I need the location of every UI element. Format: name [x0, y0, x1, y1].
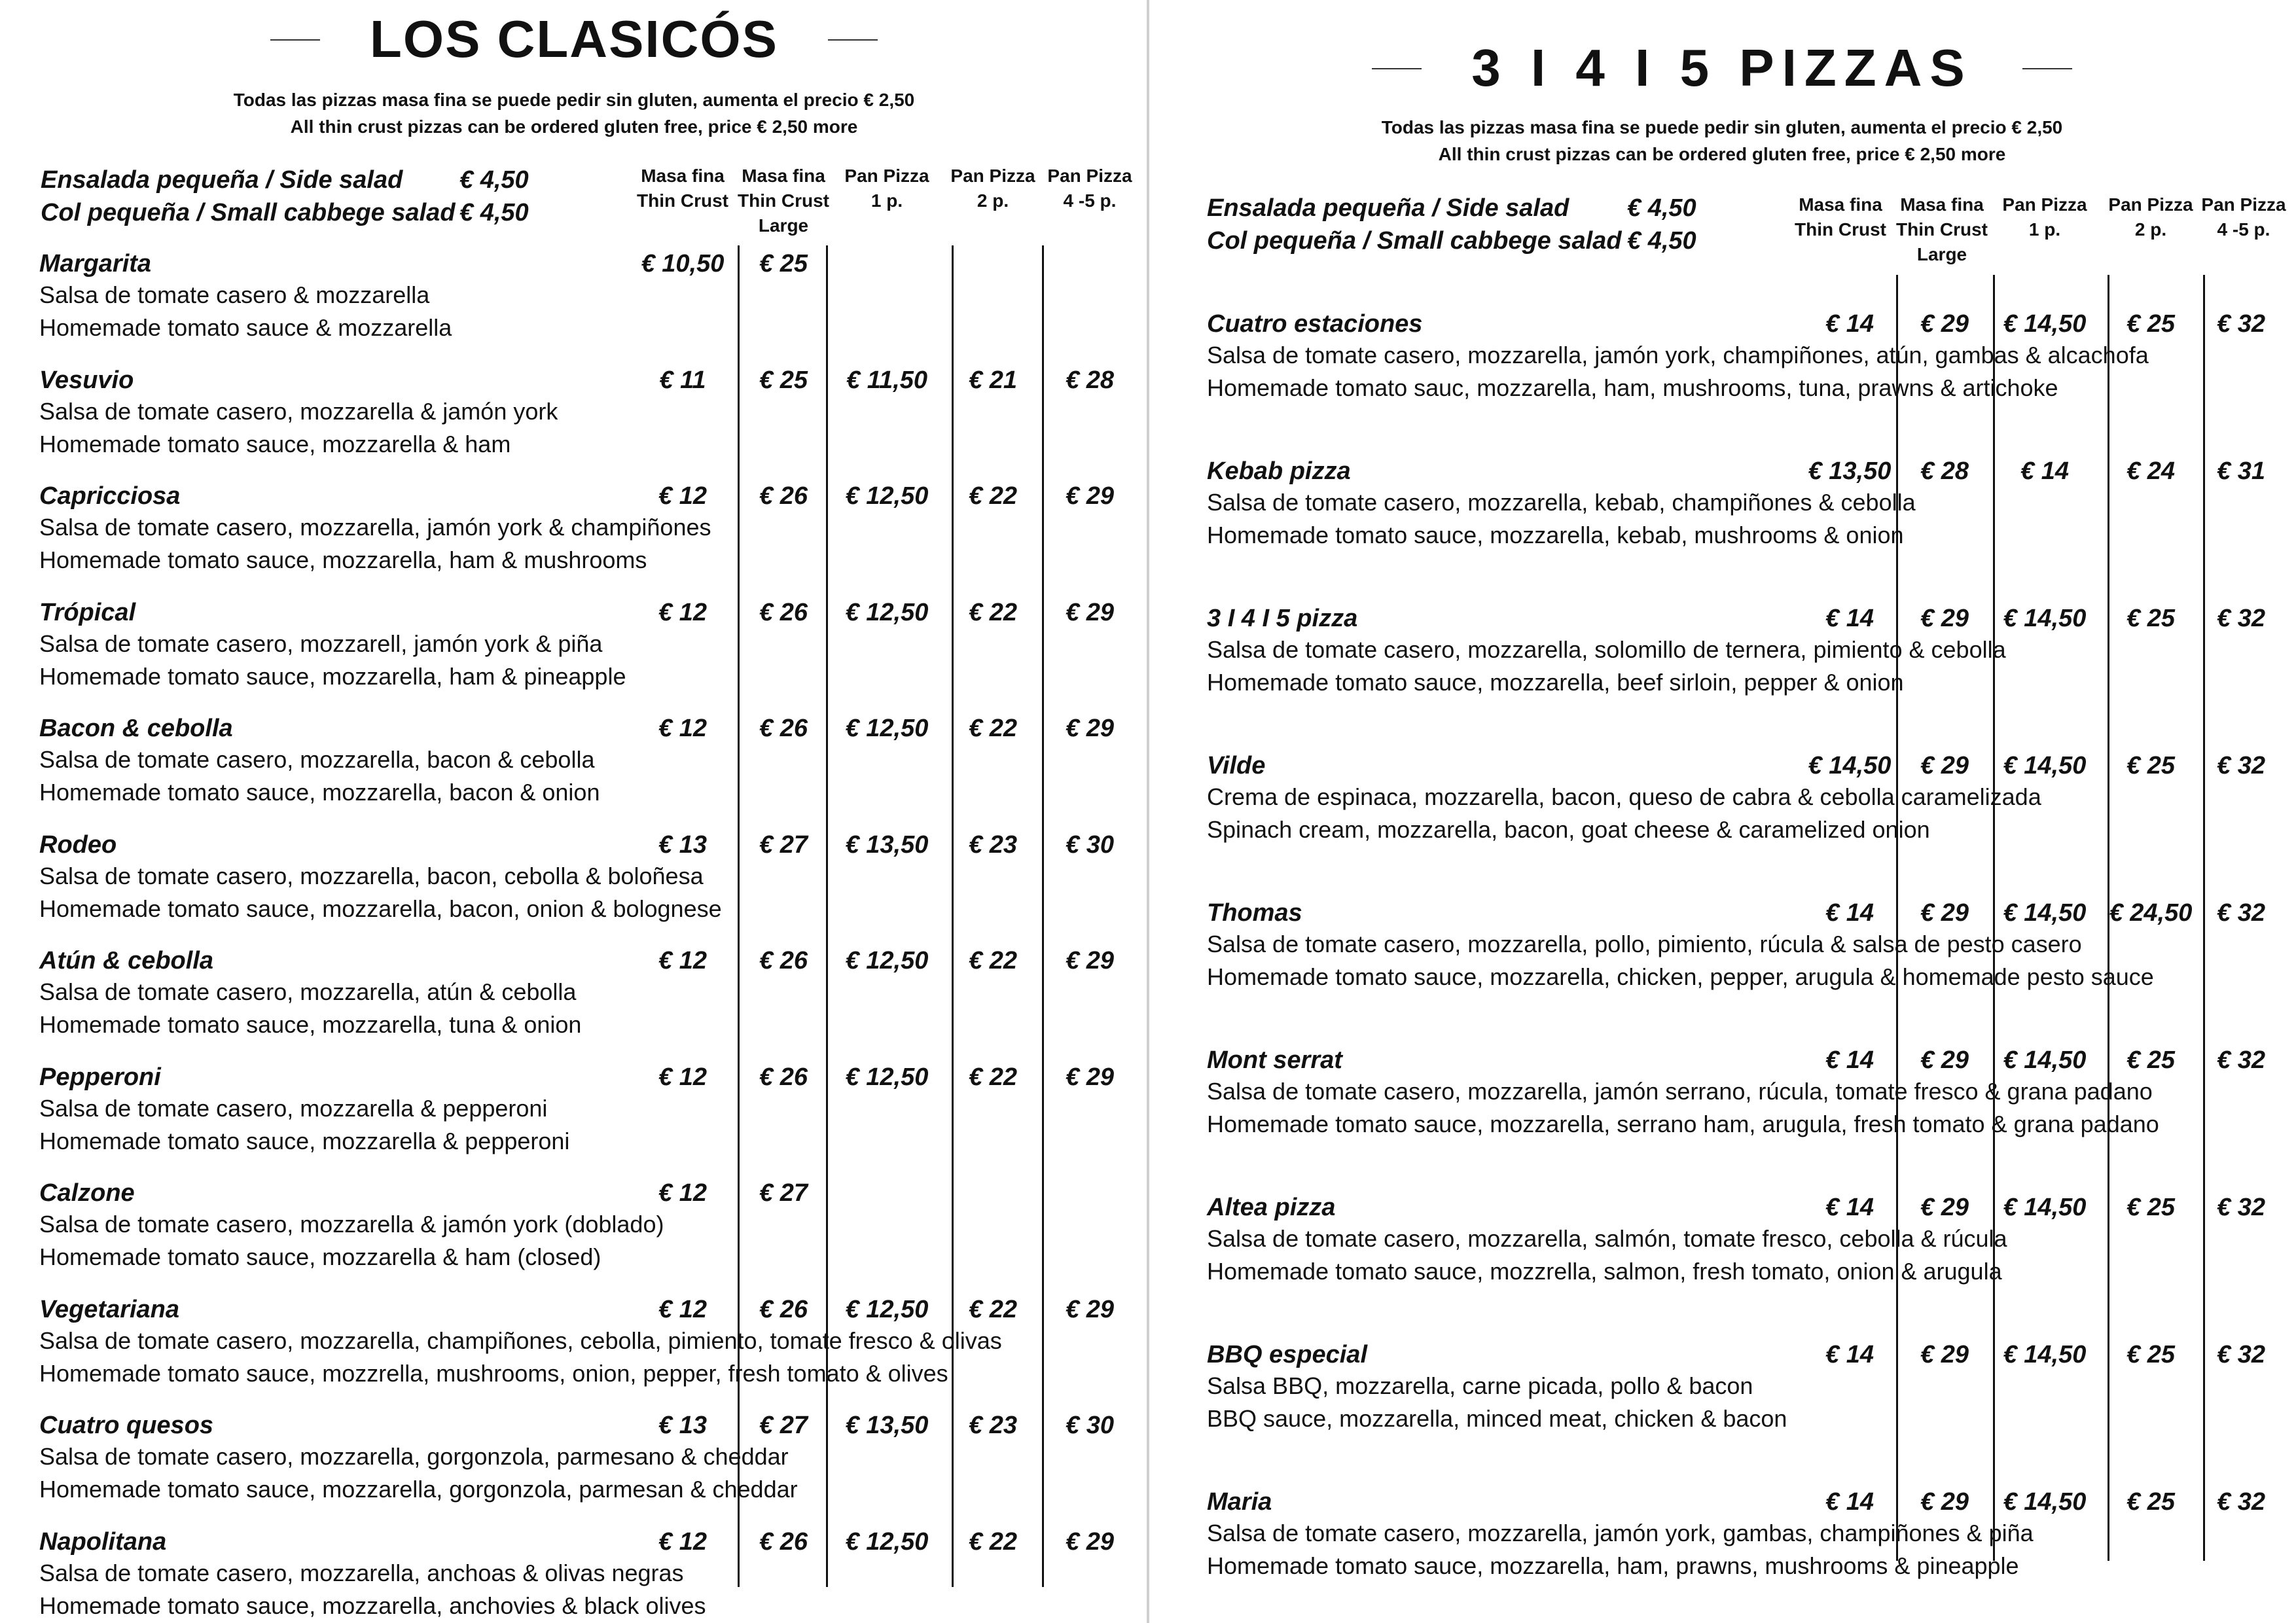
item-price: € 12 — [658, 1527, 707, 1556]
item-description-es: Salsa de tomate casero, mozzarella, atún & cebolla — [39, 978, 577, 1005]
item-price: € 12,50 — [845, 1527, 929, 1556]
item-description-en: Homemade tomato sauce, mozzarella, ham & pineapple — [39, 662, 626, 690]
item-price: € 32 — [2217, 1488, 2265, 1516]
column-header: Masa fina Thin Crust Large — [738, 166, 829, 236]
column-divider — [952, 245, 954, 1587]
item-description-es: Salsa de tomate casero, mozzarella, jamón york, gambas, champiñones & piña — [1207, 1520, 2034, 1546]
item-price: € 28 — [1920, 457, 1969, 485]
left-title-wrap — [0, 9, 1148, 69]
item-price: € 12 — [658, 947, 707, 974]
item-description-es: Salsa de tomate casero, mozzarella, jamón york & champiñones — [39, 514, 711, 541]
item-name: Thomas — [1207, 899, 1302, 927]
item-name: Cuatro estaciones — [1207, 310, 1423, 338]
salad-row — [41, 164, 529, 196]
column-header: Masa fina Thin Crust — [1795, 194, 1886, 240]
item-price: € 32 — [2217, 1046, 2265, 1074]
item-price: € 22 — [969, 598, 1017, 626]
salad-name: Ensalada pequeña / Side salad — [1207, 194, 1570, 222]
item-price: € 13 — [658, 830, 707, 859]
column-divider — [1896, 275, 1898, 1561]
page-title: 3 I 4 I 5 PIZZAS — [1471, 39, 1973, 97]
salad-name: Col pequeña / Small cabbege salad — [1207, 227, 1622, 255]
item-price: € 26 — [759, 598, 808, 626]
item-description-es: Salsa de tomate casero, mozzarella, kebab, champiñones & cebolla — [1207, 489, 1916, 516]
item-price: € 32 — [2217, 605, 2265, 632]
item-price: € 22 — [969, 715, 1017, 742]
item-name: Vegetariana — [39, 1295, 180, 1323]
item-description-en: Homemade tomato sauce, mozzrella, mushrooms, onion, pepper, fresh tomato & olives — [39, 1359, 948, 1387]
item-price: € 14,50 — [2003, 752, 2087, 779]
item-price: € 29 — [1066, 598, 1114, 626]
item-price: € 22 — [969, 1295, 1017, 1323]
item-name: Rodeo — [39, 830, 117, 859]
item-price: € 12 — [658, 482, 707, 510]
item-price: € 29 — [1920, 605, 1969, 632]
item-price: € 14 — [1825, 605, 1874, 632]
salad-name: Col pequeña / Small cabbege salad — [41, 199, 456, 226]
item-description-en: Spinach cream, mozzarella, bacon, goat cheese & caramelized onion — [1207, 816, 1930, 843]
column-header: Pan Pizza 1 p. — [2002, 194, 2087, 240]
item-price: € 14 — [1825, 899, 1874, 927]
item-price: € 26 — [759, 1527, 808, 1556]
item-description-en: Homemade tomato sauce, mozzarella & pepperoni — [39, 1127, 570, 1154]
column-divider — [2203, 275, 2205, 1561]
item-price: € 14,50 — [2003, 310, 2087, 338]
item-description-es: Salsa de tomate casero, mozzarella & jamón york (doblado) — [39, 1211, 664, 1238]
salad-price: € 4,50 — [1627, 194, 1696, 222]
item-price: € 22 — [969, 482, 1017, 510]
item-price: € 13,50 — [1808, 457, 1892, 485]
item-price: € 13,50 — [845, 1412, 929, 1439]
item-price: € 30 — [1066, 1412, 1114, 1439]
item-name: Mont serrat — [1207, 1046, 1342, 1074]
item-price: € 25 — [759, 250, 808, 277]
item-price: € 25 — [2126, 1046, 2175, 1074]
item-description-en: BBQ sauce, mozzarella, minced meat, chicken & bacon — [1207, 1405, 1787, 1432]
item-name: Cuatro quesos — [39, 1412, 214, 1439]
item-name: Calzone — [39, 1179, 135, 1207]
item-name: Altea pizza — [1207, 1194, 1336, 1221]
item-name: Kebab pizza — [1207, 457, 1351, 485]
item-price: € 29 — [1920, 1046, 1969, 1074]
right-page — [1148, 0, 2296, 1623]
item-price: € 24 — [2126, 457, 2175, 485]
item-price: € 23 — [969, 830, 1017, 859]
item-price: € 12 — [658, 1179, 707, 1207]
item-price: € 25 — [2126, 605, 2175, 632]
salad-list — [41, 164, 529, 229]
item-description-en: Homemade tomato sauce, mozzarella, bacon & onion — [39, 779, 600, 806]
gluten-notice — [1148, 114, 2296, 168]
item-price: € 13,50 — [845, 830, 929, 859]
salad-price: € 4,50 — [459, 199, 529, 226]
item-price: € 29 — [1066, 482, 1114, 510]
item-price: € 23 — [969, 1412, 1017, 1439]
item-price: € 30 — [1066, 830, 1114, 859]
item-price: € 29 — [1066, 1063, 1114, 1091]
item-price: € 24,50 — [2109, 899, 2193, 927]
item-price: € 14 — [1825, 1488, 1874, 1516]
item-price: € 32 — [2217, 1194, 2265, 1221]
item-description-en: Homemade tomato sauce, mozzarella, gorgonzola, parmesan & cheddar — [39, 1476, 798, 1503]
item-name: Bacon & cebolla — [39, 715, 233, 742]
item-price: € 28 — [1066, 366, 1114, 394]
column-header: Pan Pizza 2 p. — [950, 166, 1035, 211]
gluten-notice-es: Todas las pizzas masa fina se puede pedir sin gluten, aumenta el precio € 2,50 — [233, 90, 915, 110]
item-price: € 25 — [2126, 1194, 2175, 1221]
column-header: Pan Pizza 4 -5 p. — [1047, 166, 1132, 211]
item-price: € 14,50 — [2003, 1046, 2087, 1074]
item-price: € 32 — [2217, 310, 2265, 338]
item-price: € 22 — [969, 1063, 1017, 1091]
item-description-es: Salsa de tomate casero, mozzarella, jamón serrano, rúcula, tomate fresco & grana padano — [1207, 1078, 2153, 1105]
item-description-en: Homemade tomato sauce, mozzarella & ham (closed) — [39, 1243, 601, 1270]
item-description-en: Homemade tomato sauce, mozzarella & ham — [39, 430, 511, 457]
page-title: LOS CLASICÓS — [369, 10, 779, 68]
column-header: Masa fina Thin Crust Large — [1896, 194, 1988, 264]
item-price: € 31 — [2217, 457, 2265, 485]
item-price: € 12,50 — [845, 482, 929, 510]
item-price: € 26 — [759, 947, 808, 974]
item-description-es: Salsa de tomate casero, mozzarella, salmón, tomate fresco, cebolla & rúcula — [1207, 1225, 2007, 1252]
item-name: Trópical — [39, 598, 136, 626]
item-description-en: Homemade tomato sauce, mozzarella, chicken, pepper, arugula & homemade pesto sauce — [1207, 963, 2154, 990]
item-description-es: Salsa de tomate casero, mozzarella & pepperoni — [39, 1094, 548, 1122]
item-price: € 14,50 — [1808, 752, 1892, 779]
item-price: € 29 — [1066, 715, 1114, 742]
item-price: € 26 — [759, 1063, 808, 1091]
item-price: € 12 — [658, 715, 707, 742]
item-description-en: Homemade tomato sauce, mozzarella, ham, prawns, mushrooms & pineapple — [1207, 1552, 2019, 1579]
item-description-es: Salsa de tomate casero, mozzarella, anchoas & olivas negras — [39, 1559, 684, 1586]
item-description-es: Salsa de tomate casero, mozzarella, bacon, cebolla & boloñesa — [39, 862, 704, 889]
column-header: Pan Pizza 1 p. — [844, 166, 929, 211]
item-name: BBQ especial — [1207, 1341, 1367, 1368]
salad-price: € 4,50 — [459, 166, 529, 194]
item-price: € 29 — [1920, 1194, 1969, 1221]
item-price: € 14 — [1825, 1341, 1874, 1368]
gluten-notice-en: All thin crust pizzas can be ordered gluten free, price € 2,50 more — [290, 116, 858, 137]
item-price: € 25 — [2126, 1341, 2175, 1368]
item-name: Vesuvio — [39, 366, 134, 394]
item-description-es: Salsa de tomate casero, mozzarella, pollo, pimiento, rúcula & salsa de pesto casero — [1207, 931, 2082, 957]
item-name: Vilde — [1207, 752, 1266, 779]
item-price: € 14 — [2020, 457, 2069, 485]
item-price: € 14,50 — [2003, 1341, 2087, 1368]
item-price: € 12,50 — [845, 947, 929, 974]
item-description-en: Homemade tomato sauce, mozzarella, serrano ham, arugula, fresh tomato & grana padano — [1207, 1111, 2159, 1137]
item-name: 3 I 4 I 5 pizza — [1207, 605, 1358, 632]
item-price: € 12 — [658, 1295, 707, 1323]
item-price: € 14,50 — [2003, 605, 2087, 632]
item-price: € 27 — [759, 830, 808, 859]
item-price: € 29 — [1066, 1295, 1114, 1323]
item-price: € 21 — [969, 366, 1017, 394]
item-price: € 29 — [1066, 1527, 1114, 1556]
item-name: Pepperoni — [39, 1063, 161, 1091]
item-description-es: Salsa BBQ, mozzarella, carne picada, pollo & bacon — [1207, 1372, 1753, 1399]
column-divider — [1993, 275, 1995, 1561]
salad-row — [1207, 224, 1696, 257]
item-description-es: Crema de espinaca, mozzarella, bacon, queso de cabra & cebolla caramelizada — [1207, 783, 2041, 810]
item-name: Margarita — [39, 250, 152, 277]
item-description-en: Homemade tomato sauce, mozzarella, ham & mushrooms — [39, 546, 647, 573]
item-price: € 14,50 — [2003, 899, 2087, 927]
item-price: € 14 — [1825, 1194, 1874, 1221]
gluten-notice-es: Todas las pizzas masa fina se puede pedir sin gluten, aumenta el precio € 2,50 — [1381, 117, 2063, 137]
item-price: € 25 — [2126, 752, 2175, 779]
item-description-es: Salsa de tomate casero, mozzarella, jamón york, champiñones, atún, gambas & alcachofa — [1207, 342, 2149, 368]
item-price: € 12 — [658, 598, 707, 626]
column-header: Pan Pizza 4 -5 p. — [2201, 194, 2286, 240]
item-price: € 11 — [659, 366, 706, 394]
item-price: € 12,50 — [845, 1063, 929, 1091]
item-price: € 14 — [1825, 310, 1874, 338]
item-price: € 14,50 — [2003, 1488, 2087, 1516]
item-description-en: Homemade tomato sauce & mozzarella — [39, 314, 452, 341]
salad-row — [1207, 192, 1696, 224]
item-price: € 13 — [658, 1412, 707, 1439]
item-price: € 22 — [969, 947, 1017, 974]
item-price: € 32 — [2217, 752, 2265, 779]
item-price: € 12,50 — [845, 1295, 929, 1323]
item-price: € 29 — [1920, 1341, 1969, 1368]
item-price: € 29 — [1066, 947, 1114, 974]
item-description-en: Homemade tomato sauce, mozzarella, tuna & onion — [39, 1011, 582, 1038]
column-divider — [1042, 245, 1044, 1587]
salad-list — [1207, 192, 1696, 257]
item-price: € 27 — [759, 1412, 808, 1439]
item-description-es: Salsa de tomate casero & mozzarella — [39, 281, 430, 308]
item-description-es: Salsa de tomate casero, mozzarella & jamón york — [39, 397, 558, 425]
item-price: € 29 — [1920, 752, 1969, 779]
item-description-es: Salsa de tomate casero, mozzarella, solomillo de ternera, pimiento & cebolla — [1207, 636, 2006, 663]
item-price: € 11,50 — [846, 366, 927, 394]
item-price: € 25 — [2126, 1488, 2175, 1516]
item-price: € 26 — [759, 1295, 808, 1323]
right-title-wrap — [1148, 38, 2296, 98]
item-description-en: Homemade tomato sauce, mozzarella, kebab, mushrooms & onion — [1207, 522, 1904, 548]
gluten-notice-en: All thin crust pizzas can be ordered gluten free, price € 2,50 more — [1438, 144, 2006, 164]
item-description-es: Salsa de tomate casero, mozzarella, champiñones, cebolla, pimiento, tomate fresco & olivas — [39, 1327, 1002, 1354]
salad-row — [41, 196, 529, 229]
item-price: € 27 — [759, 1179, 808, 1207]
item-price: € 29 — [1920, 899, 1969, 927]
item-description-en: Homemade tomato sauce, mozzarella, anchovies & black olives — [39, 1592, 706, 1619]
item-price: € 32 — [2217, 1341, 2265, 1368]
item-description-es: Salsa de tomate casero, mozzarell, jamón york & piña — [39, 630, 603, 657]
item-price: € 12,50 — [845, 715, 929, 742]
item-price: € 25 — [2126, 310, 2175, 338]
item-name: Atún & cebolla — [39, 947, 214, 974]
item-description-en: Homemade tomato sauce, mozzarella, bacon, onion & bolognese — [39, 895, 722, 922]
item-name: Maria — [1207, 1488, 1272, 1516]
gluten-notice — [0, 86, 1148, 140]
item-description-en: Homemade tomato sauce, mozzarella, beef sirloin, pepper & onion — [1207, 669, 1904, 696]
item-price: € 32 — [2217, 899, 2265, 927]
item-price: € 10,50 — [641, 250, 725, 277]
item-price: € 14 — [1825, 1046, 1874, 1074]
salad-name: Ensalada pequeña / Side salad — [41, 166, 403, 194]
item-price: € 26 — [759, 482, 808, 510]
item-description-es: Salsa de tomate casero, mozzarella, gorgonzola, parmesano & cheddar — [39, 1443, 789, 1470]
item-name: Napolitana — [39, 1527, 167, 1556]
item-price: € 12,50 — [845, 598, 929, 626]
item-price: € 14,50 — [2003, 1194, 2087, 1221]
item-description-es: Salsa de tomate casero, mozzarella, bacon & cebolla — [39, 746, 595, 773]
item-price: € 22 — [969, 1527, 1017, 1556]
salad-price: € 4,50 — [1627, 227, 1696, 255]
column-header: Pan Pizza 2 p. — [2108, 194, 2193, 240]
item-description-en: Homemade tomato sauc, mozzarella, ham, mushrooms, tuna, prawns & artichoke — [1207, 374, 2058, 401]
item-price: € 12 — [658, 1063, 707, 1091]
item-name: Capricciosa — [39, 482, 181, 510]
item-price: € 29 — [1920, 1488, 1969, 1516]
item-price: € 26 — [759, 715, 808, 742]
column-header: Masa fina Thin Crust — [637, 166, 728, 211]
item-price: € 25 — [759, 366, 808, 394]
item-description-en: Homemade tomato sauce, mozzrella, salmon, fresh tomato, onion & arugula — [1207, 1258, 2002, 1285]
item-price: € 29 — [1920, 310, 1969, 338]
